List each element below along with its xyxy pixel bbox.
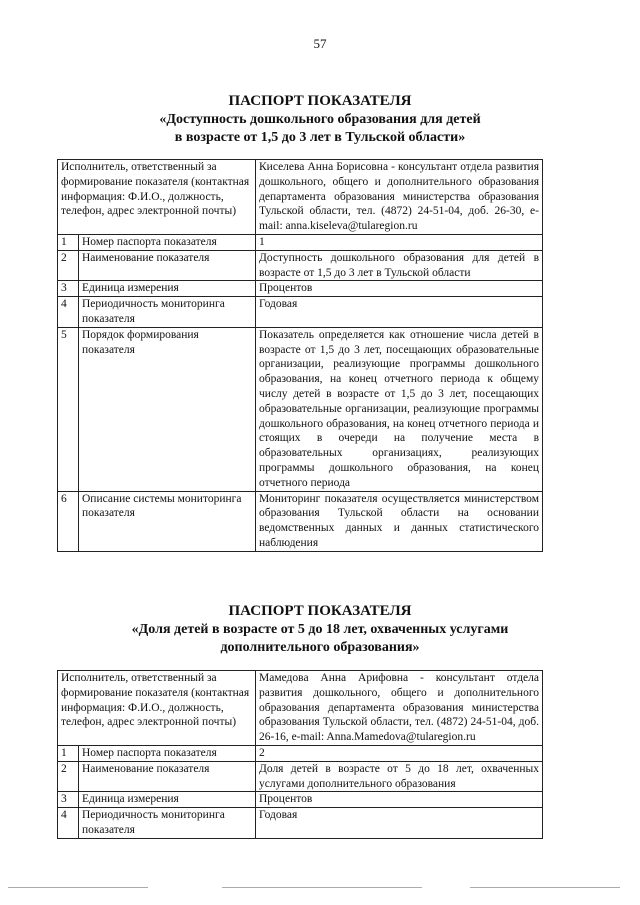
row-value: Процентов (256, 281, 543, 297)
row-name: Периодичность мониторинга показателя (79, 297, 256, 328)
row-name: Порядок формирования показателя (79, 327, 256, 491)
row-name: Единица измерения (79, 281, 256, 297)
scan-artifact-line (222, 887, 422, 888)
row-value: Доступность дошкольного образования для детей в возрасте от 1,5 до 3 лет в Тульской области (256, 250, 543, 281)
row-number: 3 (58, 792, 79, 808)
scan-artifact-line (470, 887, 620, 888)
row-number: 3 (58, 281, 79, 297)
executor-row (58, 160, 543, 235)
executor-value: Киселева Анна Борисовна - консультант отдела развития дошкольного, общего и дополнительного образования департамента образования министерства образования Тульской области, тел. (4872) 24-51-04, доб. 26-30, e-mail: anna.kiseleva@tularegion.ru (256, 160, 543, 235)
table-row (58, 491, 543, 551)
passport-2-table (57, 670, 543, 839)
page-number: 57 (313, 36, 327, 51)
row-number: 5 (58, 327, 79, 491)
scan-artifact-line (8, 887, 148, 888)
table-row (58, 297, 543, 328)
executor-value: Мамедова Анна Арифовна - консультант отдела развития дошкольного, общего и дополнительного образования департамента образования министерства образования Тульской области, тел. (4872) 24-51-04, доб. 26-16, e-mail: Anna.Mamedova@tularegion.ru (256, 671, 543, 746)
row-name: Периодичность мониторинга показателя (79, 808, 256, 839)
row-value: Годовая (256, 808, 543, 839)
row-name: Номер паспорта показателя (79, 745, 256, 761)
row-number: 6 (58, 491, 79, 551)
row-number: 4 (58, 297, 79, 328)
passport-2-heading (0, 602, 640, 657)
row-name: Описание системы мониторинга показателя (79, 491, 256, 551)
passport-subtitle: дополнительного образования» (220, 640, 420, 655)
row-value: Процентов (256, 792, 543, 808)
row-name: Наименование показателя (79, 761, 256, 792)
row-value: Доля детей в возрасте от 5 до 18 лет, охваченных услугами дополнительного образования (256, 761, 543, 792)
row-number: 4 (58, 808, 79, 839)
passport-subtitle: в возрасте от 1,5 до 3 лет в Тульской области» (174, 130, 466, 145)
row-number: 1 (58, 234, 79, 250)
executor-label: Исполнитель, ответственный за формирование показателя (контактная информация: Ф.И.О., должность, телефон, адрес электронной почты) (58, 160, 256, 235)
table-row (58, 281, 543, 297)
table-row (58, 327, 543, 491)
row-value: Годовая (256, 297, 543, 328)
row-name: Наименование показателя (79, 250, 256, 281)
executor-row (58, 671, 543, 746)
passport-subtitle: «Доступность дошкольного образования для детей (159, 112, 481, 127)
table-row (58, 234, 543, 250)
row-number: 2 (58, 250, 79, 281)
row-value: Мониторинг показателя осуществляется министерством образования Тульской области на основании ведомственных данных и данных статистического наблюдения (256, 491, 543, 551)
table-row (58, 745, 543, 761)
passport-1-table (57, 159, 543, 552)
row-value: 2 (256, 745, 543, 761)
row-name: Единица измерения (79, 792, 256, 808)
table-row (58, 808, 543, 839)
table-row (58, 792, 543, 808)
row-number: 2 (58, 761, 79, 792)
row-name: Номер паспорта показателя (79, 234, 256, 250)
row-number: 1 (58, 745, 79, 761)
executor-label: Исполнитель, ответственный за формирование показателя (контактная информация: Ф.И.О., должность, телефон, адрес электронной почты) (58, 671, 256, 746)
passport-title: ПАСПОРТ ПОКАЗАТЕЛЯ (228, 93, 412, 109)
table-row (58, 761, 543, 792)
passport-1-heading (0, 92, 640, 147)
table-row (58, 250, 543, 281)
passport-title: ПАСПОРТ ПОКАЗАТЕЛЯ (228, 603, 412, 619)
passport-subtitle: «Доля детей в возрасте от 5 до 18 лет, охваченных услугами (131, 622, 509, 637)
row-value: Показатель определяется как отношение числа детей в возрасте от 1,5 до 3 лет, посещающих образовательные организации, реализующие программы дошкольного образования, на конец отчетного периода к общему числу детей в возрасте от 1,5 до 3 лет, посещающих образовательные организации, реализующие программы дошкольного образования, на конец отчетного периода и стоящих в очереди на получение места в образовательных организациях, реализующих программы дошкольного образования, на конец отчетного периода (256, 327, 543, 491)
row-value: 1 (256, 234, 543, 250)
